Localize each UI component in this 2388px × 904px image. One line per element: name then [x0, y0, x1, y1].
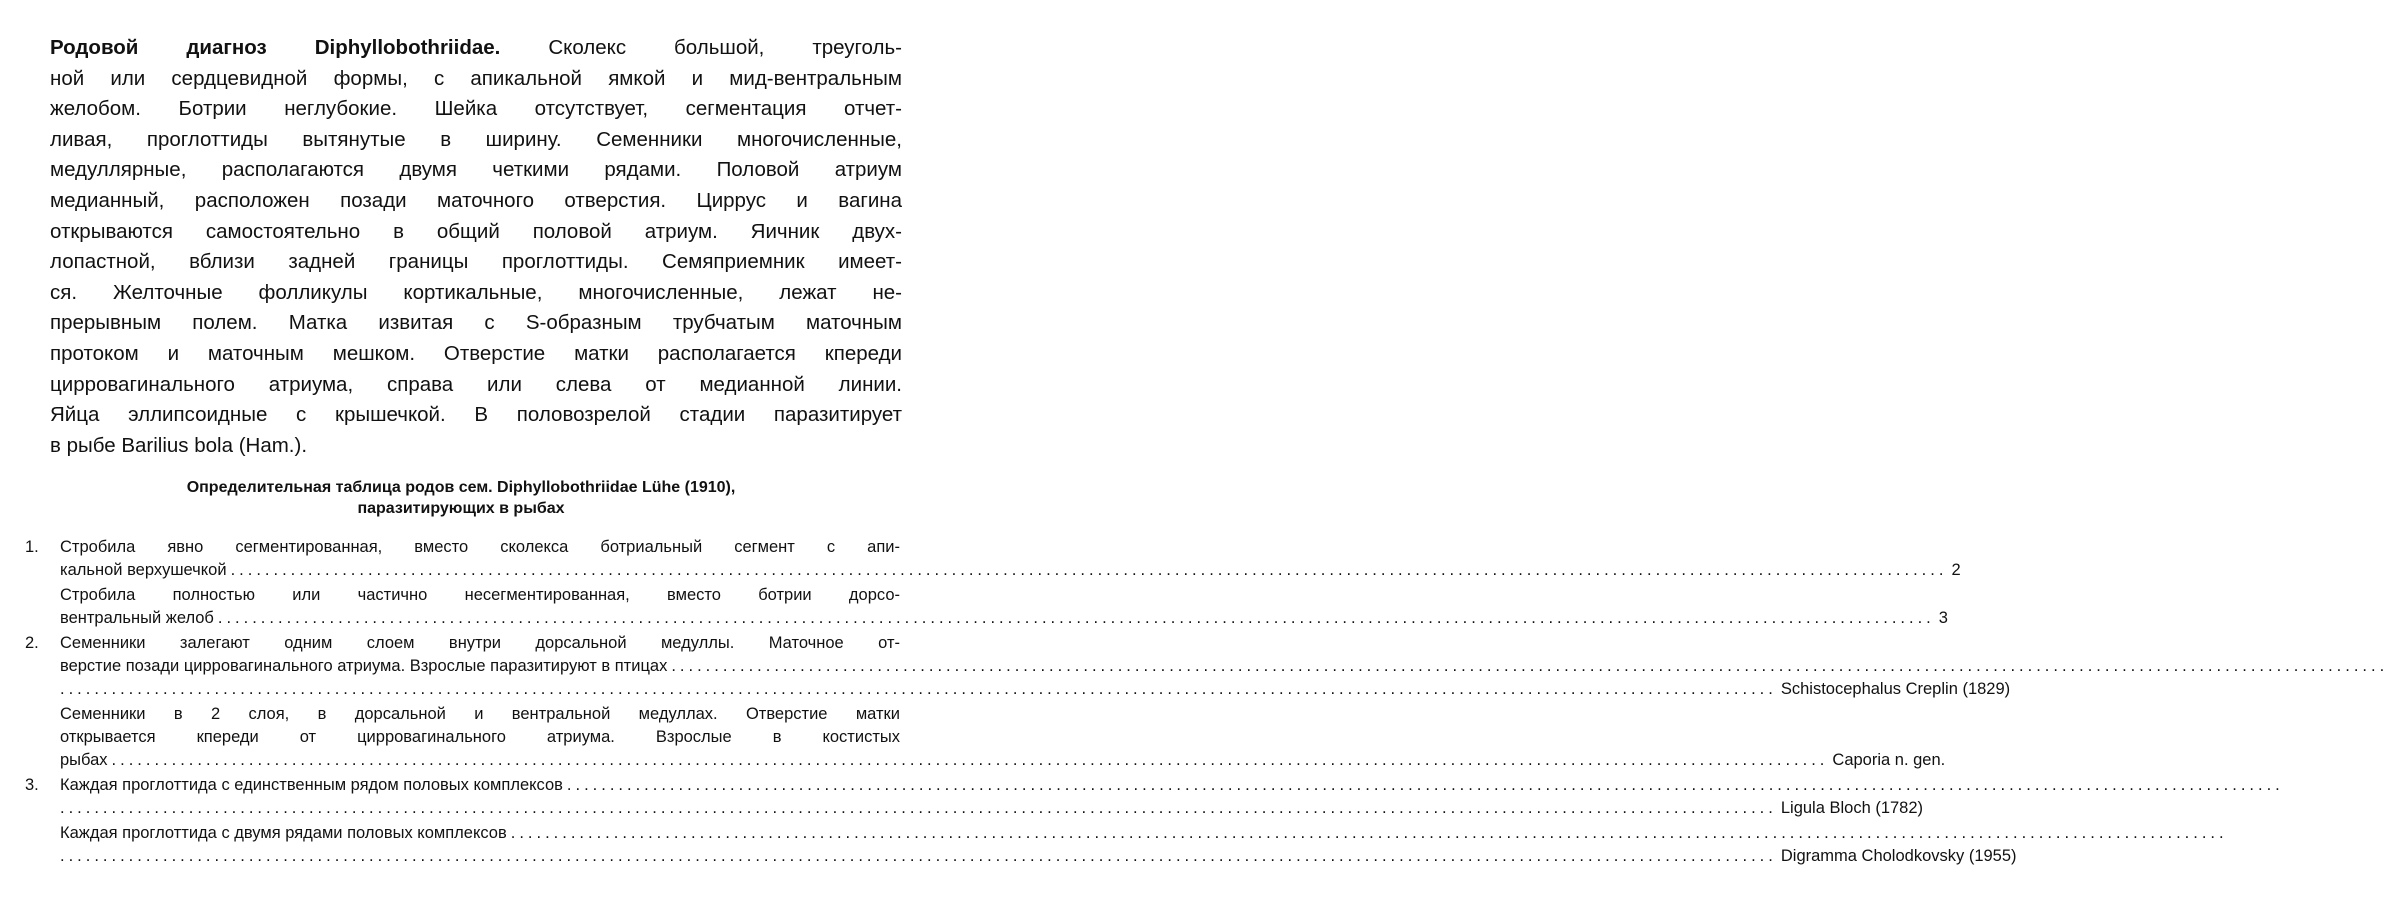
paragraph-line: Яйца эллипсоидные с крышечкой. В половозрелой стадии паразитирует [50, 403, 902, 427]
paragraph-line: лопастной, вблизи задней границы проглоттиды. Семяприемник имеет- [50, 250, 902, 274]
paragraph-line: цирровагинального атриума, справа или слева от медианной линии. [50, 372, 902, 396]
paragraph-line: медианный, расположен позади маточного отверстия. Циррус и вагина [50, 188, 902, 212]
key-line: Семенники залегают одним слоем внутри дорсальной медуллы. Маточное от- [60, 634, 900, 652]
dot-leader: ........................................................................................................................................................................................................ [566, 776, 2284, 794]
key-leader-line [60, 678, 2011, 701]
key-number-1: 1. [25, 538, 39, 556]
key-leader-line: кальной верхушечкой ........................................................................................................................................................................................................ 2 [60, 559, 900, 582]
key-line: Семенники в 2 слоя, в дорсальной и вентральной медуллах. Отверстие матки [60, 705, 900, 723]
key-leader-line [60, 797, 1924, 820]
key-leader-line: рыбах ........................................................................................................................................................................................................ Caporia n. gen. [60, 749, 900, 772]
key-leader-line: верстие позади цирровагинального атриума. Взрослые паразитируют в птицах ........................................................................................................................................................................................................ [60, 655, 900, 678]
genus-name: Ligula Bloch (1782) [1780, 799, 1924, 817]
key-leader-line: вентральный желоб ........................................................................................................................................................................................................ 3 [60, 607, 900, 630]
paragraph-line: ливая, проглоттиды вытянутые в ширину. Семенники многочисленные, [50, 127, 902, 151]
dot-leader: ........................................................................................................................................................................................................ [111, 751, 1829, 769]
genus-diagnosis-paragraph [50, 33, 902, 461]
key-line: Стробила явно сегментированная, вместо сколекса ботриальный сегмент с апи- [60, 538, 900, 556]
genus-name: Digramma Cholodkovsky (1955) [1780, 847, 2017, 865]
paragraph-line: медуллярные, располагаются двумя четкими рядами. Половой атриум [50, 158, 902, 182]
dot-leader: ........................................................................................................................................................................................................ [60, 680, 1777, 698]
dot-leader: ........................................................................................................................................................................................................ [671, 657, 2388, 675]
key-leader-line: Каждая проглоттида с единственным рядом половых комплексов ........................................................................................................................................................................................................ [60, 774, 900, 797]
key-number-2: 2. [25, 634, 39, 652]
genus-name: Schistocephalus Creplin (1829) [1780, 680, 2011, 698]
key-target: 2 [1951, 561, 1961, 579]
genus-name: Caporia n. gen. [1832, 751, 1946, 769]
paragraph-line: открываются самостоятельно в общий половой атриум. Яичник двух- [50, 219, 902, 243]
paragraph-line: ной или сердцевидной формы, с апикальной ямкой и мид-вентральным [50, 66, 902, 90]
dot-leader: ........................................................................................................................................................................................................ [217, 609, 1935, 627]
paragraph-line: протоком и маточным мешком. Отверстие матки располагается кпереди [50, 341, 902, 365]
key-leader-line [60, 845, 2017, 868]
dot-leader: ........................................................................................................................................................................................................ [510, 824, 2228, 842]
paragraph-line: в рыбе Barilius bola (Ham.). [50, 433, 308, 457]
dot-leader: ........................................................................................................................................................................................................ [230, 561, 1948, 579]
key-number-3: 3. [25, 776, 39, 794]
key-leader-line: Каждая проглоттида с двумя рядами половых комплексов ........................................................................................................................................................................................................ [60, 822, 900, 845]
diagnosis-heading: Родовой диагноз Diphyllobothriidae. [50, 36, 501, 59]
paragraph-line: Родовой диагноз Diphyllobothriidae. Сколекс большой, треуголь- [50, 36, 902, 59]
paragraph-line: прерывным полем. Матка извитая с S-образным трубчатым маточным [50, 311, 902, 335]
key-line: открывается кпереди от цирровагинального атриума. Взрослые в костистых [60, 728, 900, 746]
dot-leader: ........................................................................................................................................................................................................ [60, 799, 1777, 817]
dot-leader: ........................................................................................................................................................................................................ [60, 847, 1777, 865]
key-table-title: Определительная таблица родов сем. Diphyllobothriidae Lühe (1910), паразитирующих в рыбах [186, 479, 736, 517]
paragraph-line: желобом. Ботрии неглубокие. Шейка отсутствует, сегментация отчет- [50, 97, 902, 121]
key-line: Стробила полностью или частично несегментированная, вместо ботрии дорсо- [60, 586, 900, 604]
key-target: 3 [1938, 609, 1948, 627]
paragraph-line: ся. Желточные фолликулы кортикальные, многочисленные, лежат не- [50, 280, 902, 304]
